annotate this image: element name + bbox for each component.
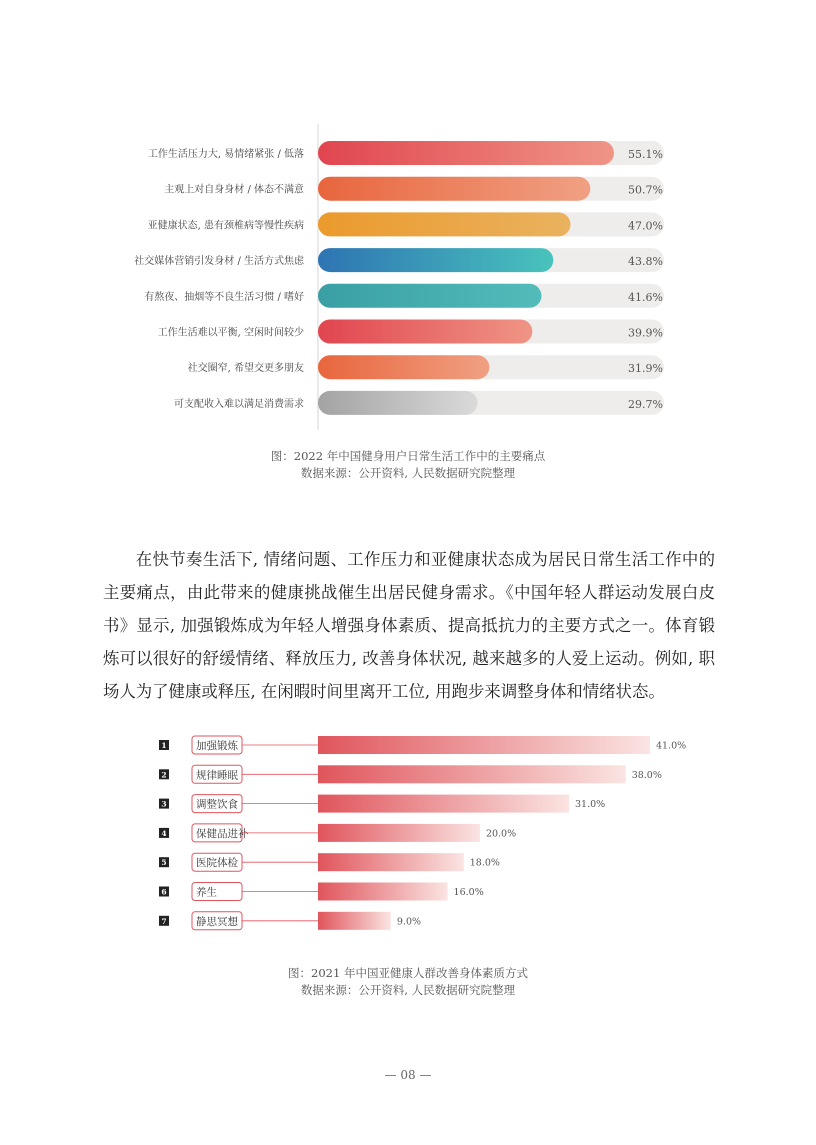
chart1-category-label: 可支配收入难以满足消费需求 <box>174 398 304 410</box>
chart1-value-label: 47.0% <box>628 219 663 233</box>
chart1-category-label: 社交圈窄, 希望交更多朋友 <box>187 363 304 375</box>
chart2-rank-number: 5 <box>161 858 167 868</box>
chart2-rank-number: 2 <box>161 770 167 780</box>
chart2-bar <box>318 824 480 842</box>
chart2-value-label: 20.0% <box>485 828 517 840</box>
chart1-bar <box>318 212 570 236</box>
chart1-value-label: 55.1% <box>628 148 663 161</box>
chart1-bar <box>318 391 478 415</box>
chart2-rank-number: 1 <box>161 741 167 750</box>
chart2-rank-number: 6 <box>161 887 167 897</box>
chart1-value-label: 31.9% <box>628 362 663 376</box>
chart1-category-label: 社交媒体营销引发身材 / 生活方式焦虑 <box>134 256 304 268</box>
body-paragraph: 在快节奏生活下, 情绪问题、工作压力和亚健康状态成为居民日常生活工作中的主要痛点，由此带来的健康挑战催生出居民健身需求。《中国年轻人群运动发展白皮书》显示, 加强锻炼成为年轻人增强身体素质、提高抵抗力的主要方式之一。体育锻炼可以很好的舒缓情绪、释放压力, 改善身体状况, 越来越多的人爱上运动。例如, 职场人为了健康或释压, 在闲暇时间里离开工位, 用跑步来调整身体和情绪状态。 <box>103 550 715 701</box>
chart1-value-label: 29.7% <box>628 397 663 411</box>
chart1-bar <box>318 248 553 272</box>
chart1-value-label: 39.9% <box>628 326 663 340</box>
chart2-rank-number: 7 <box>161 916 167 926</box>
chart1-title: 图：2022 年中国健身用户日常生活工作中的主要痛点 <box>270 449 546 463</box>
chart2-category-label: 规律睡眠 <box>196 769 238 782</box>
page-number: — 08 — <box>384 1068 432 1082</box>
chart1-bar <box>318 141 614 165</box>
chart1-bar <box>318 177 590 201</box>
chart2-bar <box>318 912 391 930</box>
chart2-value-label: 18.0% <box>469 857 500 869</box>
chart2-value-label: 31.0% <box>575 799 606 811</box>
chart1-value-label: 41.6% <box>628 290 663 304</box>
chart2-category-label: 调整饮食 <box>196 798 238 811</box>
chart2-caption <box>0 965 816 999</box>
chart1-category-label: 亚健康状态, 患有颈椎病等慢性疾病 <box>147 220 304 232</box>
chart2-bar <box>318 853 464 871</box>
chart2-title: 图：2021 年中国亚健康人群改善身体素质方式 <box>288 966 528 980</box>
chart1-bar <box>318 320 532 344</box>
chart2-category-label: 保健品进补 <box>196 827 249 840</box>
chart1-caption <box>0 448 816 482</box>
chart2-bar <box>318 765 626 783</box>
chart1-category-label: 工作生活难以平衡, 空闲时间较少 <box>157 327 304 339</box>
chart2-value-label: 38.0% <box>631 769 662 781</box>
chart2-source: 数据来源：公开资料, 人民数据研究院整理 <box>300 983 516 997</box>
chart2-category-label: 养生 <box>196 886 217 899</box>
chart1-bar <box>318 284 541 308</box>
chart1-value-label: 50.7% <box>628 183 663 197</box>
chart2-bar <box>318 883 448 901</box>
improvement-methods-chart <box>0 725 816 945</box>
chart2-rank-number: 3 <box>161 799 167 809</box>
chart2-rank-number: 4 <box>161 828 167 838</box>
chart1-category-label: 工作生活压力大, 易情绪紧张 / 低落 <box>147 149 304 160</box>
chart2-value-label: 16.0% <box>453 887 484 898</box>
chart1-source: 数据来源：公开资料, 人民数据研究院整理 <box>300 466 516 480</box>
chart2-category-label: 医院体检 <box>196 857 238 870</box>
chart2-category-label: 静思冥想 <box>196 915 238 928</box>
pain-points-chart <box>0 0 816 440</box>
chart2-bar <box>318 795 569 813</box>
chart2-bar <box>318 736 650 754</box>
chart1-value-label: 43.8% <box>628 255 663 269</box>
chart1-bar <box>318 355 489 379</box>
chart1-category-label: 有熬夜、抽烟等不良生活习惯 / 嗜好 <box>144 291 304 303</box>
chart1-category-label: 主观上对自身身材 / 体态不满意 <box>164 184 304 196</box>
chart2-value-label: 9.0% <box>396 916 422 928</box>
chart2-value-label: 41.0% <box>656 740 687 752</box>
chart2-category-label: 加强锻炼 <box>196 740 238 752</box>
